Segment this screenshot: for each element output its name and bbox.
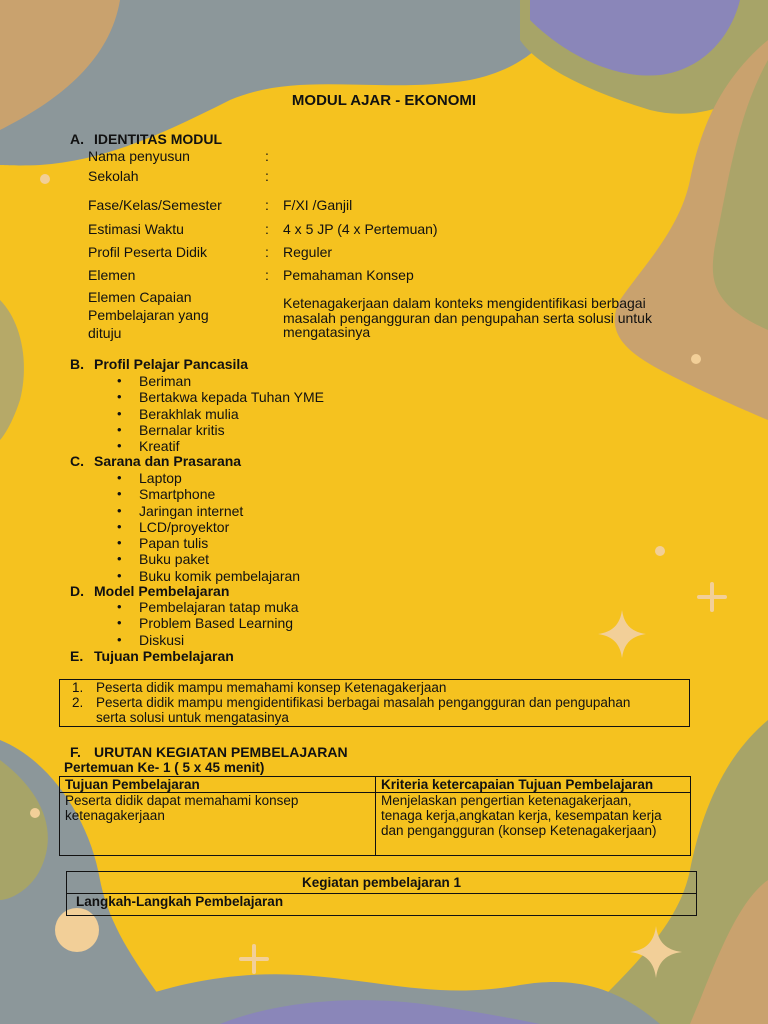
section-letter: E. xyxy=(70,648,84,664)
document-title: MODUL AJAR - EKONOMI xyxy=(291,92,477,109)
section-c-heading xyxy=(70,453,241,469)
table-header-row xyxy=(60,777,691,793)
identity-value: Pemahaman Konsep xyxy=(283,267,414,283)
list-item: • LCD/proyektor xyxy=(139,519,300,535)
list-item: • Buku komik pembelajaran xyxy=(139,568,300,584)
item-number: 1. xyxy=(72,680,84,695)
list-item: • Bertakwa kepada Tuhan YME xyxy=(139,389,324,405)
identity-key: Nama penyusun xyxy=(88,148,190,164)
section-letter: B. xyxy=(70,356,84,372)
list-item: • Pembelajaran tatap muka xyxy=(139,599,299,615)
value-line: masalah pengangguran dan pengupahan serta solusi untuk xyxy=(283,309,652,326)
identity-key: Profil Peserta Didik xyxy=(88,244,208,260)
list-item: • Diskusi xyxy=(139,632,299,648)
table-header-cell: Tujuan Pembelajaran xyxy=(60,777,376,793)
cell-line: ketenagakerjaan xyxy=(65,808,165,823)
list-item: • Jaringan internet xyxy=(139,503,300,519)
tujuan-list xyxy=(60,680,685,725)
identity-colon: : xyxy=(265,197,269,213)
cell-line: dan pengangguran (konsep Ketenagakerjaan) xyxy=(381,823,657,838)
section-letter: C. xyxy=(70,453,84,469)
list-item: • Problem Based Learning xyxy=(139,615,299,631)
list-item: • Kreatif xyxy=(139,438,324,454)
tujuan-kriteria-table xyxy=(59,776,691,856)
value-line: mengatasinya xyxy=(283,324,371,340)
table-header-cell: Kriteria ketercapaian Tujuan Pembelajaran xyxy=(376,777,691,793)
table-header-row xyxy=(67,872,697,894)
table-cell xyxy=(376,793,691,856)
section-label: Model Pembelajaran xyxy=(94,583,230,599)
profil-pelajar-list xyxy=(139,373,324,454)
cell-line: Menjelaskan pengertian ketenagakerjaan, xyxy=(381,793,632,808)
section-f-heading xyxy=(70,744,348,760)
item-line: serta solusi untuk mengatasinya xyxy=(96,710,289,725)
identity-colon: : xyxy=(265,148,269,164)
table-header-cell: Kegiatan pembelajaran 1 xyxy=(67,872,697,894)
section-label: IDENTITAS MODUL xyxy=(94,131,223,147)
sarana-list xyxy=(139,470,300,584)
pertemuan-label: Pertemuan Ke- 1 ( 5 x 45 menit) xyxy=(64,760,265,775)
section-label: Sarana dan Prasarana xyxy=(94,453,242,469)
value-line: Ketenagakerjaan dalam konteks mengidentifikasi berbagai xyxy=(283,295,646,311)
list-item xyxy=(60,680,685,695)
cell-line: Peserta didik dapat memahami konsep xyxy=(65,793,299,808)
elemen-capaian-value xyxy=(283,296,652,340)
section-letter: F. xyxy=(70,744,81,760)
identity-colon: : xyxy=(265,221,269,237)
section-b-heading xyxy=(70,356,248,372)
list-item: • Berakhlak mulia xyxy=(139,406,324,422)
identity-key: Sekolah xyxy=(88,168,139,184)
list-item: • Buku paket xyxy=(139,551,300,567)
table-row xyxy=(60,793,691,856)
list-item: • Laptop xyxy=(139,470,300,486)
list-item: • Smartphone xyxy=(139,486,300,502)
list-item: • Beriman xyxy=(139,373,324,389)
section-a-heading xyxy=(70,131,222,147)
identity-colon: : xyxy=(265,244,269,260)
section-e-heading xyxy=(70,648,234,664)
identity-key: Elemen xyxy=(88,267,136,283)
table-cell: Langkah-Langkah Pembelajaran xyxy=(67,894,697,916)
identity-value: Reguler xyxy=(283,244,333,260)
list-item xyxy=(60,695,685,725)
key-line: Pembelajaran yang xyxy=(88,307,209,323)
identity-key: Estimasi Waktu xyxy=(88,221,184,237)
identity-value: F/XI /Ganjil xyxy=(283,197,353,213)
section-label: URUTAN KEGIATAN PEMBELAJARAN xyxy=(94,744,348,760)
item-line: Peserta didik mampu mengidentifikasi berbagai masalah pengangguran dan pengupahan xyxy=(96,695,631,710)
key-line: Elemen Capaian xyxy=(88,289,192,305)
identity-colon: : xyxy=(265,168,269,184)
key-line: dituju xyxy=(88,325,122,341)
kegiatan-table xyxy=(66,871,697,916)
item-line: Peserta didik mampu memahami konsep Ketenagakerjaan xyxy=(96,680,447,695)
elemen-capaian-key xyxy=(88,288,209,342)
section-d-heading xyxy=(70,583,229,599)
cell-line: tenaga kerja,angkatan kerja, kesempatan kerja xyxy=(381,808,662,823)
item-number: 2. xyxy=(72,695,84,710)
section-letter: D. xyxy=(70,583,84,599)
section-letter: A. xyxy=(70,131,84,147)
table-cell xyxy=(60,793,376,856)
identity-colon: : xyxy=(265,267,269,283)
identity-key: Fase/Kelas/Semester xyxy=(88,197,222,213)
section-label: Profil Pelajar Pancasila xyxy=(94,356,249,372)
table-row xyxy=(67,894,697,916)
list-item: • Bernalar kritis xyxy=(139,422,324,438)
model-list xyxy=(139,599,299,648)
list-item: • Papan tulis xyxy=(139,535,300,551)
identity-value: 4 x 5 JP (4 x Pertemuan) xyxy=(283,221,438,237)
section-label: Tujuan Pembelajaran xyxy=(94,648,234,664)
